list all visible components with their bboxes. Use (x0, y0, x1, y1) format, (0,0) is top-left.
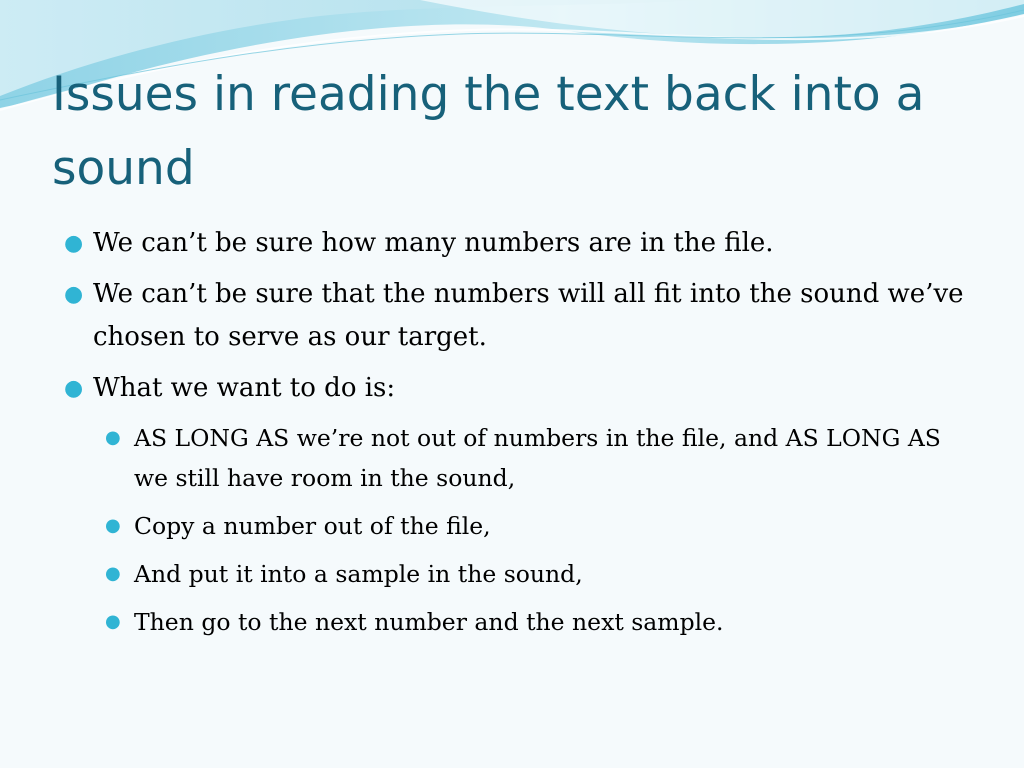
bullet-dot-icon: ● (105, 563, 121, 584)
bullet-dot-icon: ● (64, 376, 84, 401)
sub-bullet-item (52, 602, 982, 642)
sub-bullet-item (52, 554, 982, 594)
sub-bullet-text: Then go to the next number and the next sample. (134, 608, 724, 636)
bullet-dot-icon: ● (64, 231, 84, 256)
bullet-dot-icon: ● (105, 427, 121, 448)
bullet-dot-icon: ● (64, 282, 84, 307)
slide-title: Issues in reading the text back into a sound (52, 67, 925, 196)
bullet-item (52, 367, 982, 410)
bullet-text: What we want to do is: (93, 373, 396, 403)
bullet-text: We can’t be sure how many numbers are in the file. (93, 228, 774, 258)
bullet-dot-icon: ● (105, 515, 121, 536)
sub-bullet-text: And put it into a sample in the sound, (134, 560, 583, 588)
bullet-text: We can’t be sure that the numbers will all fit into the sound we’ve chosen to serve as our target. (93, 279, 964, 352)
sub-bullet-text: AS LONG AS we’re not out of numbers in the file, and AS LONG AS we still have room in the sound, (134, 424, 941, 492)
sub-bullet-item (52, 418, 982, 498)
slide-content (52, 222, 982, 650)
sub-bullet-item (52, 506, 982, 546)
bullet-item (52, 273, 982, 359)
bullet-dot-icon: ● (105, 611, 121, 632)
bullet-item (52, 222, 982, 265)
sub-bullet-text: Copy a number out of the file, (134, 512, 491, 540)
